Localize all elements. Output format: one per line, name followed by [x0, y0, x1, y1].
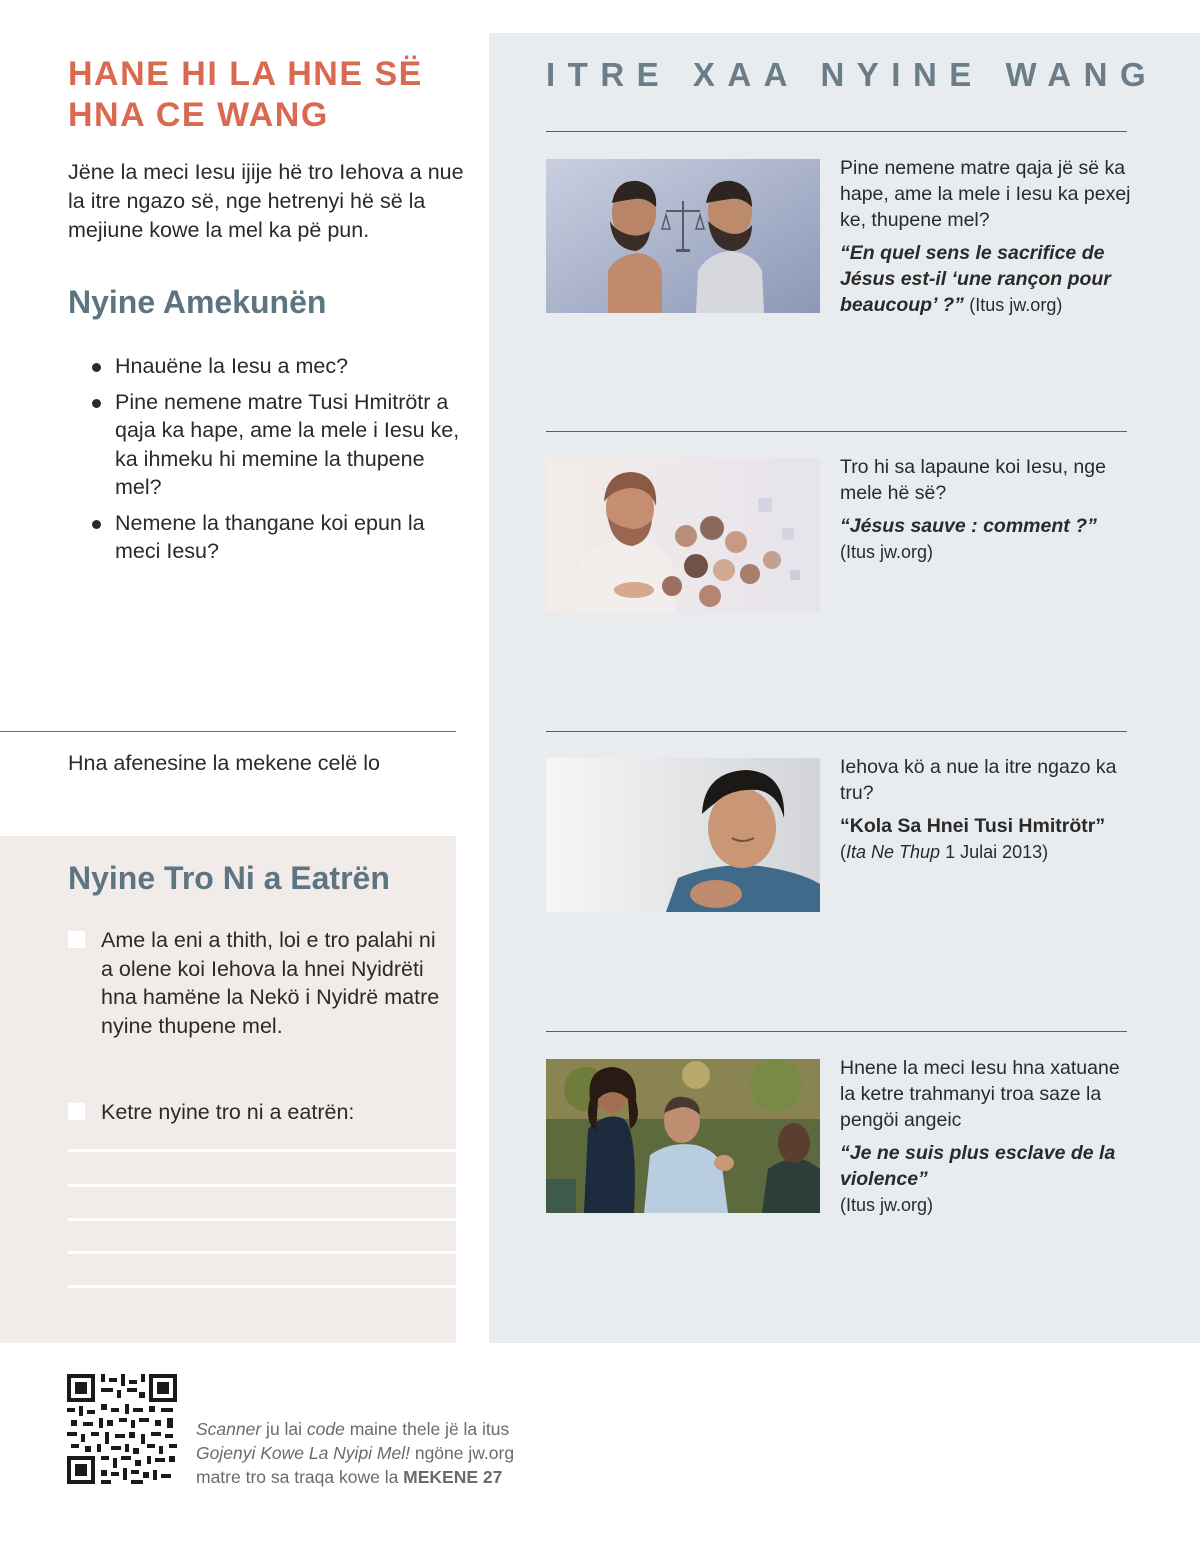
review-question: [90, 509, 470, 566]
resource-question: Hnene la meci Iesu hna xatuane la ketre trahmanyi troa saze la pengöi angeic: [840, 1057, 1120, 1131]
bullet-icon: [92, 520, 101, 529]
goal-write-line[interactable]: [68, 1218, 456, 1221]
qr-code-icon[interactable]: [67, 1374, 177, 1484]
resource-text: [840, 754, 1140, 865]
goals-box: [0, 836, 456, 1343]
resource-title[interactable]: “Kola Sa Hnei Tusi Hmitrötr”: [840, 815, 1106, 837]
goal-write-line[interactable]: [68, 1251, 456, 1254]
date-completed-label[interactable]: Hna afenesine la mekene celë lo: [68, 751, 380, 775]
bullet-icon: [92, 399, 101, 408]
explore-heading: ITRE XAA NYINE WANG: [546, 56, 1159, 93]
summary-title: HANE HI LA HNE SË HNA CE WANG: [68, 55, 423, 134]
review-question-text: Hnauëne la Iesu a mec?: [115, 354, 349, 378]
resource-question: Tro hi sa lapaune koi Iesu, nge mele hë së?: [840, 456, 1106, 504]
goal-write-line[interactable]: [68, 1149, 456, 1152]
bullet-icon: [92, 363, 101, 372]
resource-question: Iehova kö a nue la itre ngazo ka tru?: [840, 756, 1117, 804]
resource-title[interactable]: “En quel sens le sacrifice de Jésus est-il ‘une rançon pour beaucoup’ ?”: [840, 242, 1111, 316]
review-question-text: Pine nemene matre Tusi Hmitrötr a qaja ka hape, ame la mele i Iesu ke, ka ihmeku hi memine la thupene mel?: [115, 389, 460, 499]
resource-source: (Itus jw.org): [840, 1195, 934, 1215]
review-list: [90, 352, 470, 573]
resource-divider: [546, 131, 1127, 132]
goal-write-line[interactable]: [68, 1285, 456, 1288]
resource-text: [840, 1055, 1140, 1218]
resource-divider: [546, 431, 1127, 432]
resource-reference[interactable]: [840, 813, 1140, 865]
man-praying-image: [546, 758, 820, 912]
review-question: [90, 352, 470, 381]
review-question-text: Nemene la thangane koi epun la meci Iesu?: [115, 510, 425, 563]
resource-reference[interactable]: [840, 240, 1140, 318]
resource-question: Pine nemene matre qaja jë së ka hape, ame la mele i Iesu ka pexej ke, thupene mel?: [840, 157, 1131, 231]
jesus-with-people-image: [546, 458, 820, 612]
resource-divider: [546, 1031, 1127, 1032]
footer-instructions: Scanner ju lai code maine thele jë la itus Gojenyi Kowe La Nyipi Mel! ngöne jw.org matre tro sa traqa kowe la MEKENE 27: [196, 1419, 515, 1487]
goal-text: Ame la eni a thith, loi e tro palahi ni a olene koi Iehova la hnei Nyidrëti hna hamëne la Nekö i Nyidrë matre nyine thupene mel.: [101, 928, 440, 1038]
goal-item: [68, 926, 448, 1040]
resource-title[interactable]: “Je ne suis plus esclave de la violence”: [840, 1142, 1116, 1190]
resource-reference[interactable]: [840, 513, 1140, 565]
resource-divider: [546, 731, 1127, 732]
resource-reference[interactable]: [840, 1140, 1140, 1218]
ransom-illustration-image: [546, 159, 820, 313]
summary-text: Jëne la meci Iesu ijije hë tro Iehova a nue la itre ngazo së, nge hetrenyi hë së la mejiune kowe la mel ka pë pun.: [68, 160, 464, 242]
resource-title[interactable]: “Jésus sauve : comment ?”: [840, 515, 1097, 537]
resource-text: [840, 155, 1140, 318]
date-divider: [0, 731, 456, 732]
review-heading: Nyine Amekunën: [68, 284, 327, 320]
goal-item: [68, 1098, 448, 1127]
resource-text: [840, 454, 1140, 565]
goal-text: Ketre nyine tro ni a eatrën:: [101, 1100, 355, 1124]
review-question: [90, 388, 470, 502]
goal-checkbox[interactable]: [68, 931, 85, 948]
goals-heading: Nyine Tro Ni a Eatrën: [68, 860, 390, 896]
resource-source: (Itus jw.org): [969, 295, 1063, 315]
resource-source: (Itus jw.org): [840, 542, 934, 562]
goal-write-line[interactable]: [68, 1184, 456, 1187]
family-conversation-image: [546, 1059, 820, 1213]
goal-checkbox[interactable]: [68, 1103, 85, 1120]
resource-source: (Ita Ne Thup 1 Julai 2013): [840, 842, 1049, 862]
